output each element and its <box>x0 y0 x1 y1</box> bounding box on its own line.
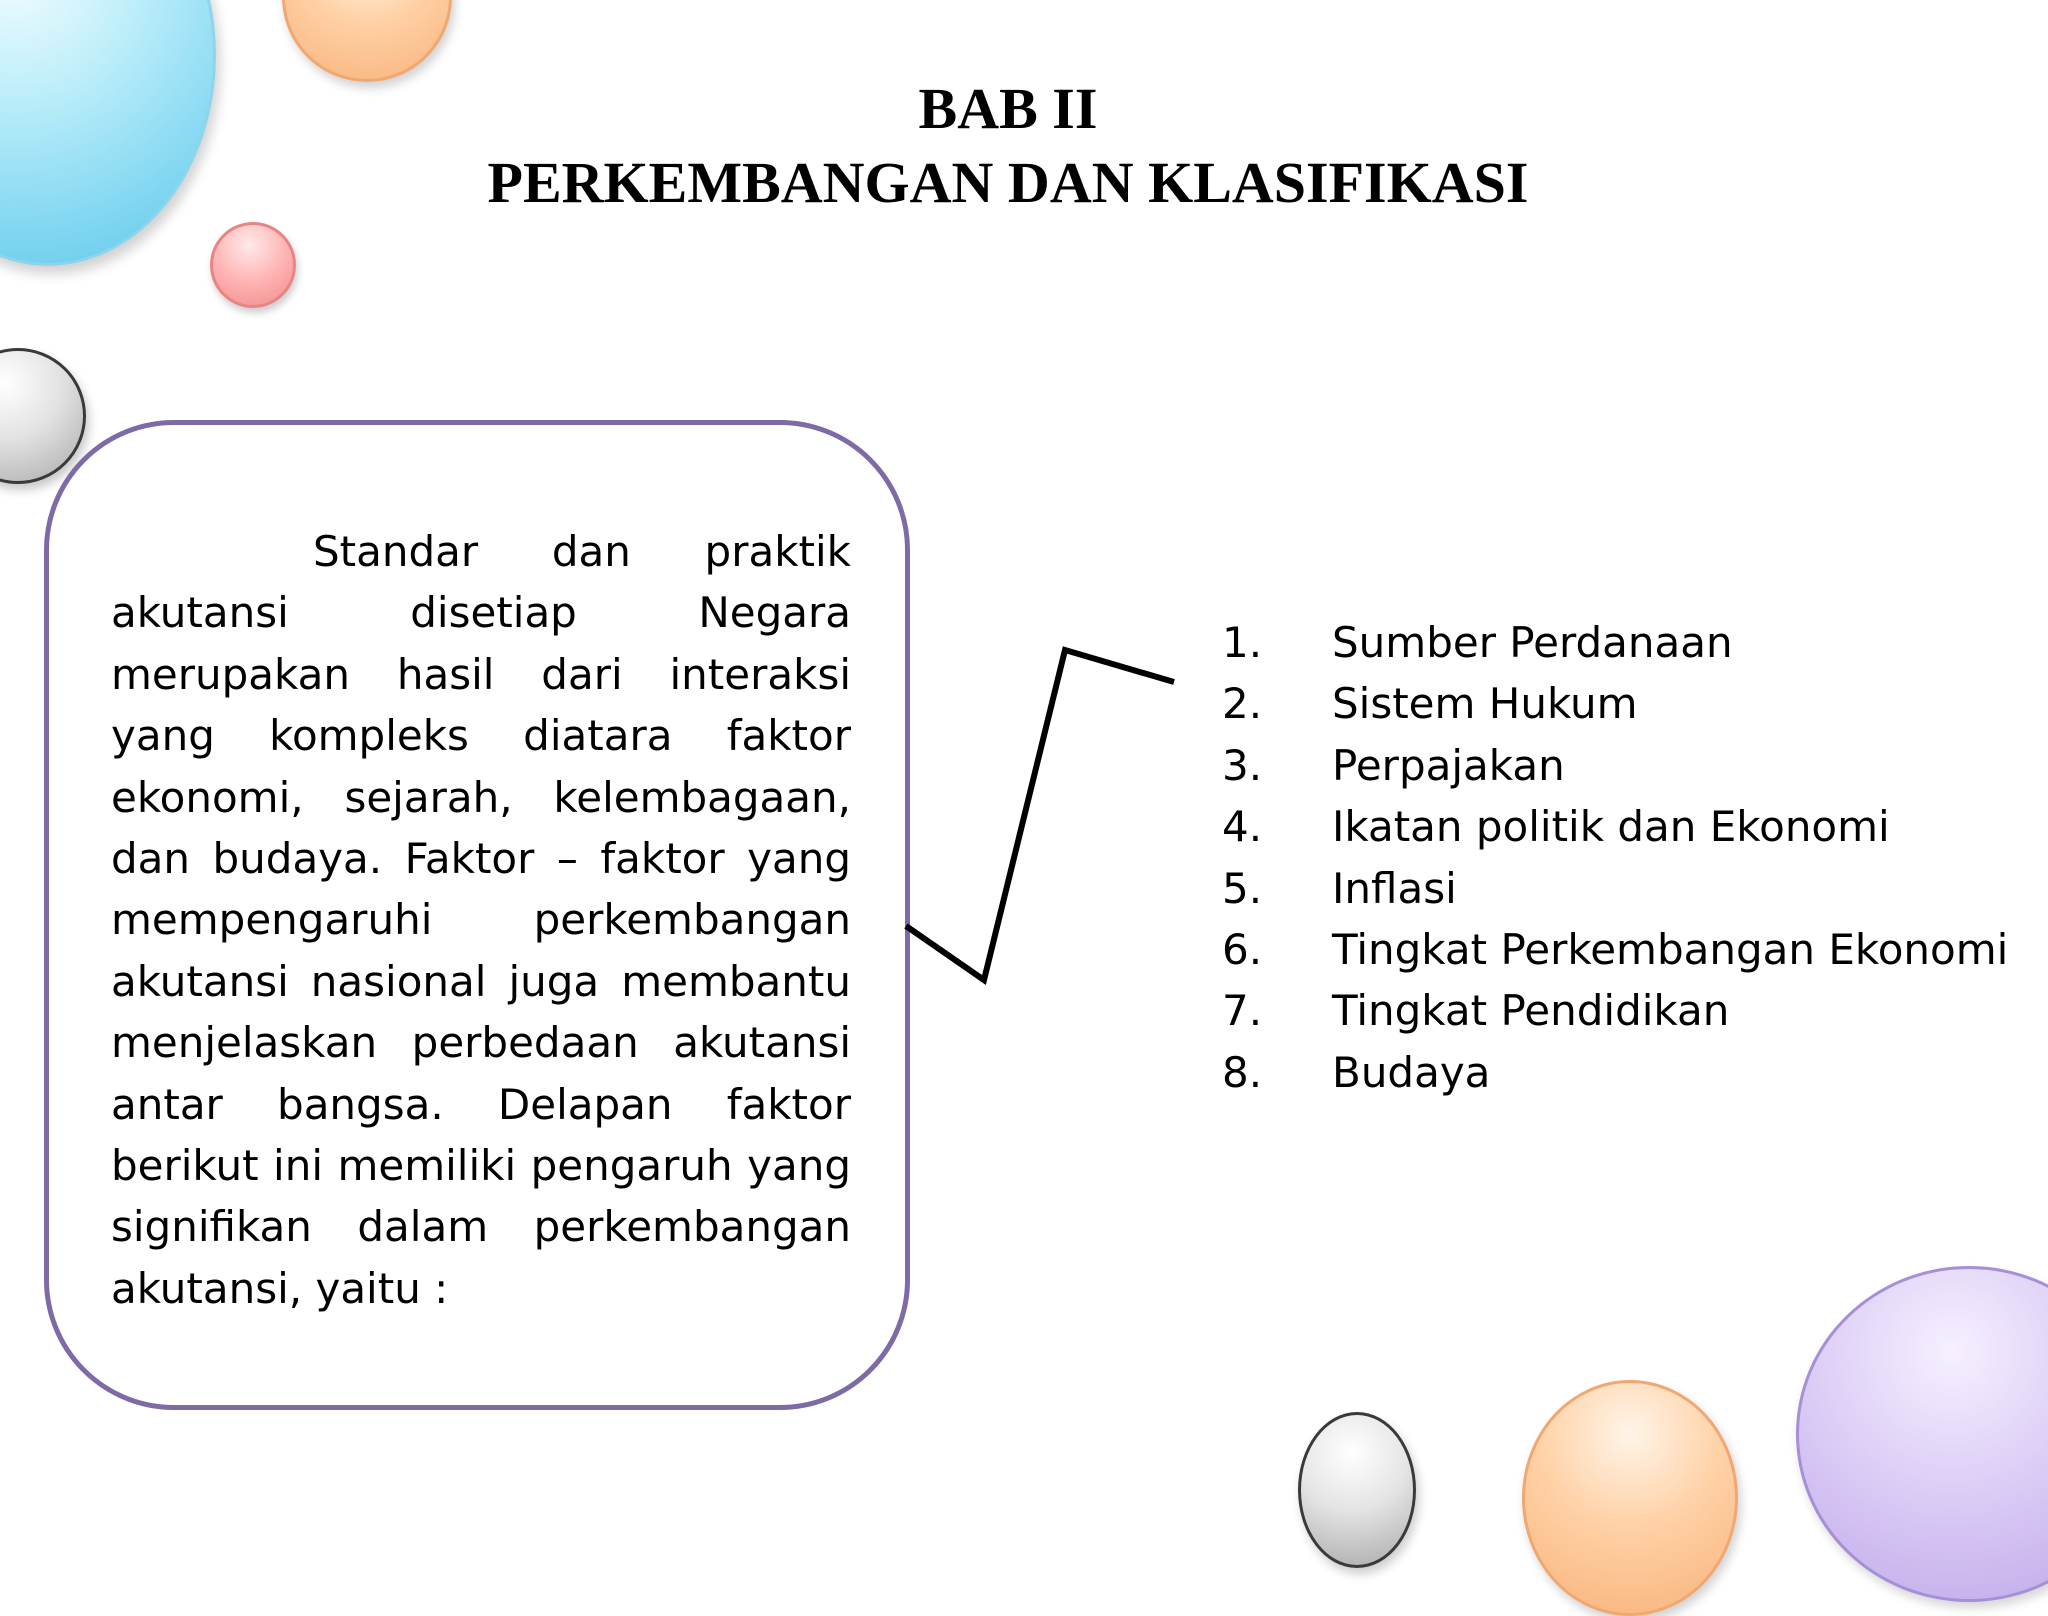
title-line-1: BAB II <box>918 76 1098 141</box>
factor-label: Ikatan politik dan Ekonomi <box>1332 802 1890 852</box>
factor-item <box>1222 796 2008 857</box>
factor-item <box>1222 612 2008 673</box>
factor-number: 2. <box>1222 679 1263 729</box>
connector-line <box>900 640 1180 990</box>
decorative-bubble-orange-top <box>282 0 452 82</box>
connector-polyline <box>906 650 1174 980</box>
factor-item <box>1222 673 2008 734</box>
factor-item <box>1222 980 2008 1041</box>
factor-label: Inflasi <box>1332 863 1457 913</box>
decorative-bubble-orange-bottom <box>1522 1380 1738 1616</box>
factor-label: Tingkat Pendidikan <box>1332 986 1730 1036</box>
decorative-bubble-pink <box>210 222 296 308</box>
intro-text-box <box>44 420 910 1410</box>
factor-number: 7. <box>1222 986 1263 1036</box>
factor-item <box>1222 858 2008 919</box>
factor-number: 1. <box>1222 618 1263 667</box>
factor-list <box>1222 612 2008 1103</box>
factor-item <box>1222 919 2008 980</box>
intro-paragraph: Standar dan praktik akutansi disetiap Negara merupakan hasil dari interaksi yang kompleks diatara faktor ekonomi, sejarah, kelembagaan, dan budaya. Faktor – faktor yang mempengaruhi perkembangan akutansi nasional juga membantu menjelaskan perbedaan akutansi antar bangsa. Delapan faktor berikut ini memiliki pengaruh yang signifikan dalam perkembangan akutansi, yaitu : <box>111 527 851 1313</box>
factor-label: Sistem Hukum <box>1332 679 1638 729</box>
decorative-bubble-grey-left <box>0 348 86 484</box>
title-line-2: PERKEMBANGAN DAN KLASIFIKASI <box>487 150 1529 215</box>
decorative-bubble-purple <box>1796 1266 2048 1602</box>
slide-title <box>0 72 2016 220</box>
factor-item <box>1222 1042 2008 1103</box>
decorative-bubble-grey-bottom <box>1298 1412 1416 1568</box>
factor-number: 8. <box>1222 1047 1263 1097</box>
factor-label: Budaya <box>1332 1047 1491 1097</box>
factor-label: Tingkat Perkembangan Ekonomi <box>1332 925 2009 975</box>
factor-number: 3. <box>1222 740 1263 790</box>
factor-item <box>1222 735 2008 796</box>
factor-number: 4. <box>1222 802 1263 852</box>
factor-number: 5. <box>1222 863 1263 913</box>
factor-number: 6. <box>1222 925 1263 975</box>
factor-label: Perpajakan <box>1332 740 1565 790</box>
factor-label: Sumber Perdanaan <box>1332 618 1733 667</box>
